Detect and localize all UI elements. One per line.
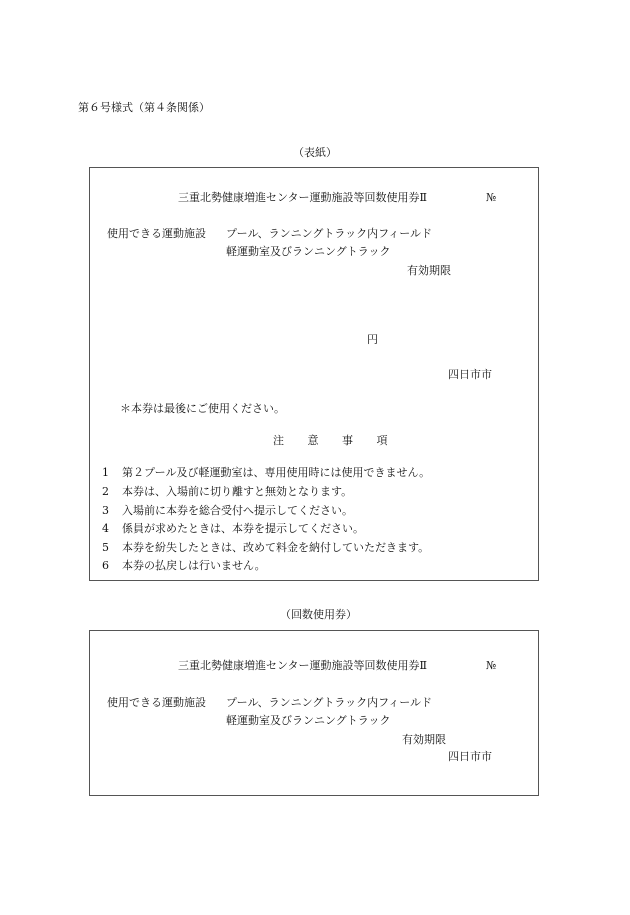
note-number: 1 xyxy=(102,466,109,479)
cover-facility-label: 使用できる運動施設 xyxy=(107,227,206,240)
list-item xyxy=(102,505,353,516)
note-number: 6 xyxy=(102,559,109,572)
note-text: 係員が求めたときは、本券を提示してください。 xyxy=(122,522,364,535)
cover-facility-line1: プール、ランニングトラック内フィールド xyxy=(226,227,433,240)
note-text: 本券を紛失したときは、改めて料金を納付していただきます。 xyxy=(122,541,430,554)
cover-title: 三重北勢健康増進センター運動施設等回数使用券Ⅱ xyxy=(178,191,428,204)
ticket-no-label: № xyxy=(486,659,497,672)
note-number: 4 xyxy=(102,522,109,535)
ticket-facility-label: 使用できる運動施設 xyxy=(107,696,206,709)
note-number: 2 xyxy=(102,485,109,498)
notes-heading: 注 意 事 項 xyxy=(273,434,398,447)
list-item xyxy=(102,542,429,553)
ticket-city: 四日市市 xyxy=(448,750,492,763)
cover-box xyxy=(89,167,539,581)
ticket-facility-line1: プール、ランニングトラック内フィールド xyxy=(226,696,433,709)
note-text: 本券の払戻しは行いません。 xyxy=(122,559,266,572)
ticket-box xyxy=(89,630,539,796)
ticket-label: （回数使用券） xyxy=(280,608,357,621)
cover-yen: 円 xyxy=(367,333,378,346)
cover-use-last-note: ＊本券は最後にご使用ください。 xyxy=(120,402,285,415)
ticket-facility-line2: 軽運動室及びランニングトラック xyxy=(226,714,391,727)
cover-city: 四日市市 xyxy=(448,368,492,381)
cover-no-label: № xyxy=(486,191,497,204)
note-text: 第２プール及び軽運動室は、専用使用時には使用できません。 xyxy=(122,466,431,479)
note-text: 入場前に本券を総合受付へ提示してください。 xyxy=(122,504,353,517)
list-item xyxy=(102,523,364,534)
list-item xyxy=(102,560,266,571)
note-number: 3 xyxy=(102,504,109,517)
ticket-title: 三重北勢健康増進センター運動施設等回数使用券Ⅱ xyxy=(178,659,428,672)
list-item xyxy=(102,486,352,497)
cover-label: （表紙） xyxy=(293,146,337,159)
form-id: 第６号様式（第４条関係） xyxy=(78,101,210,114)
ticket-expiry-label: 有効期限 xyxy=(402,733,446,746)
list-item xyxy=(102,467,430,478)
cover-facility-line2: 軽運動室及びランニングトラック xyxy=(226,245,391,258)
note-text: 本券は、入場前に切り離すと無効となります。 xyxy=(122,485,353,498)
note-number: 5 xyxy=(102,541,109,554)
cover-expiry-label: 有効期限 xyxy=(407,264,451,277)
